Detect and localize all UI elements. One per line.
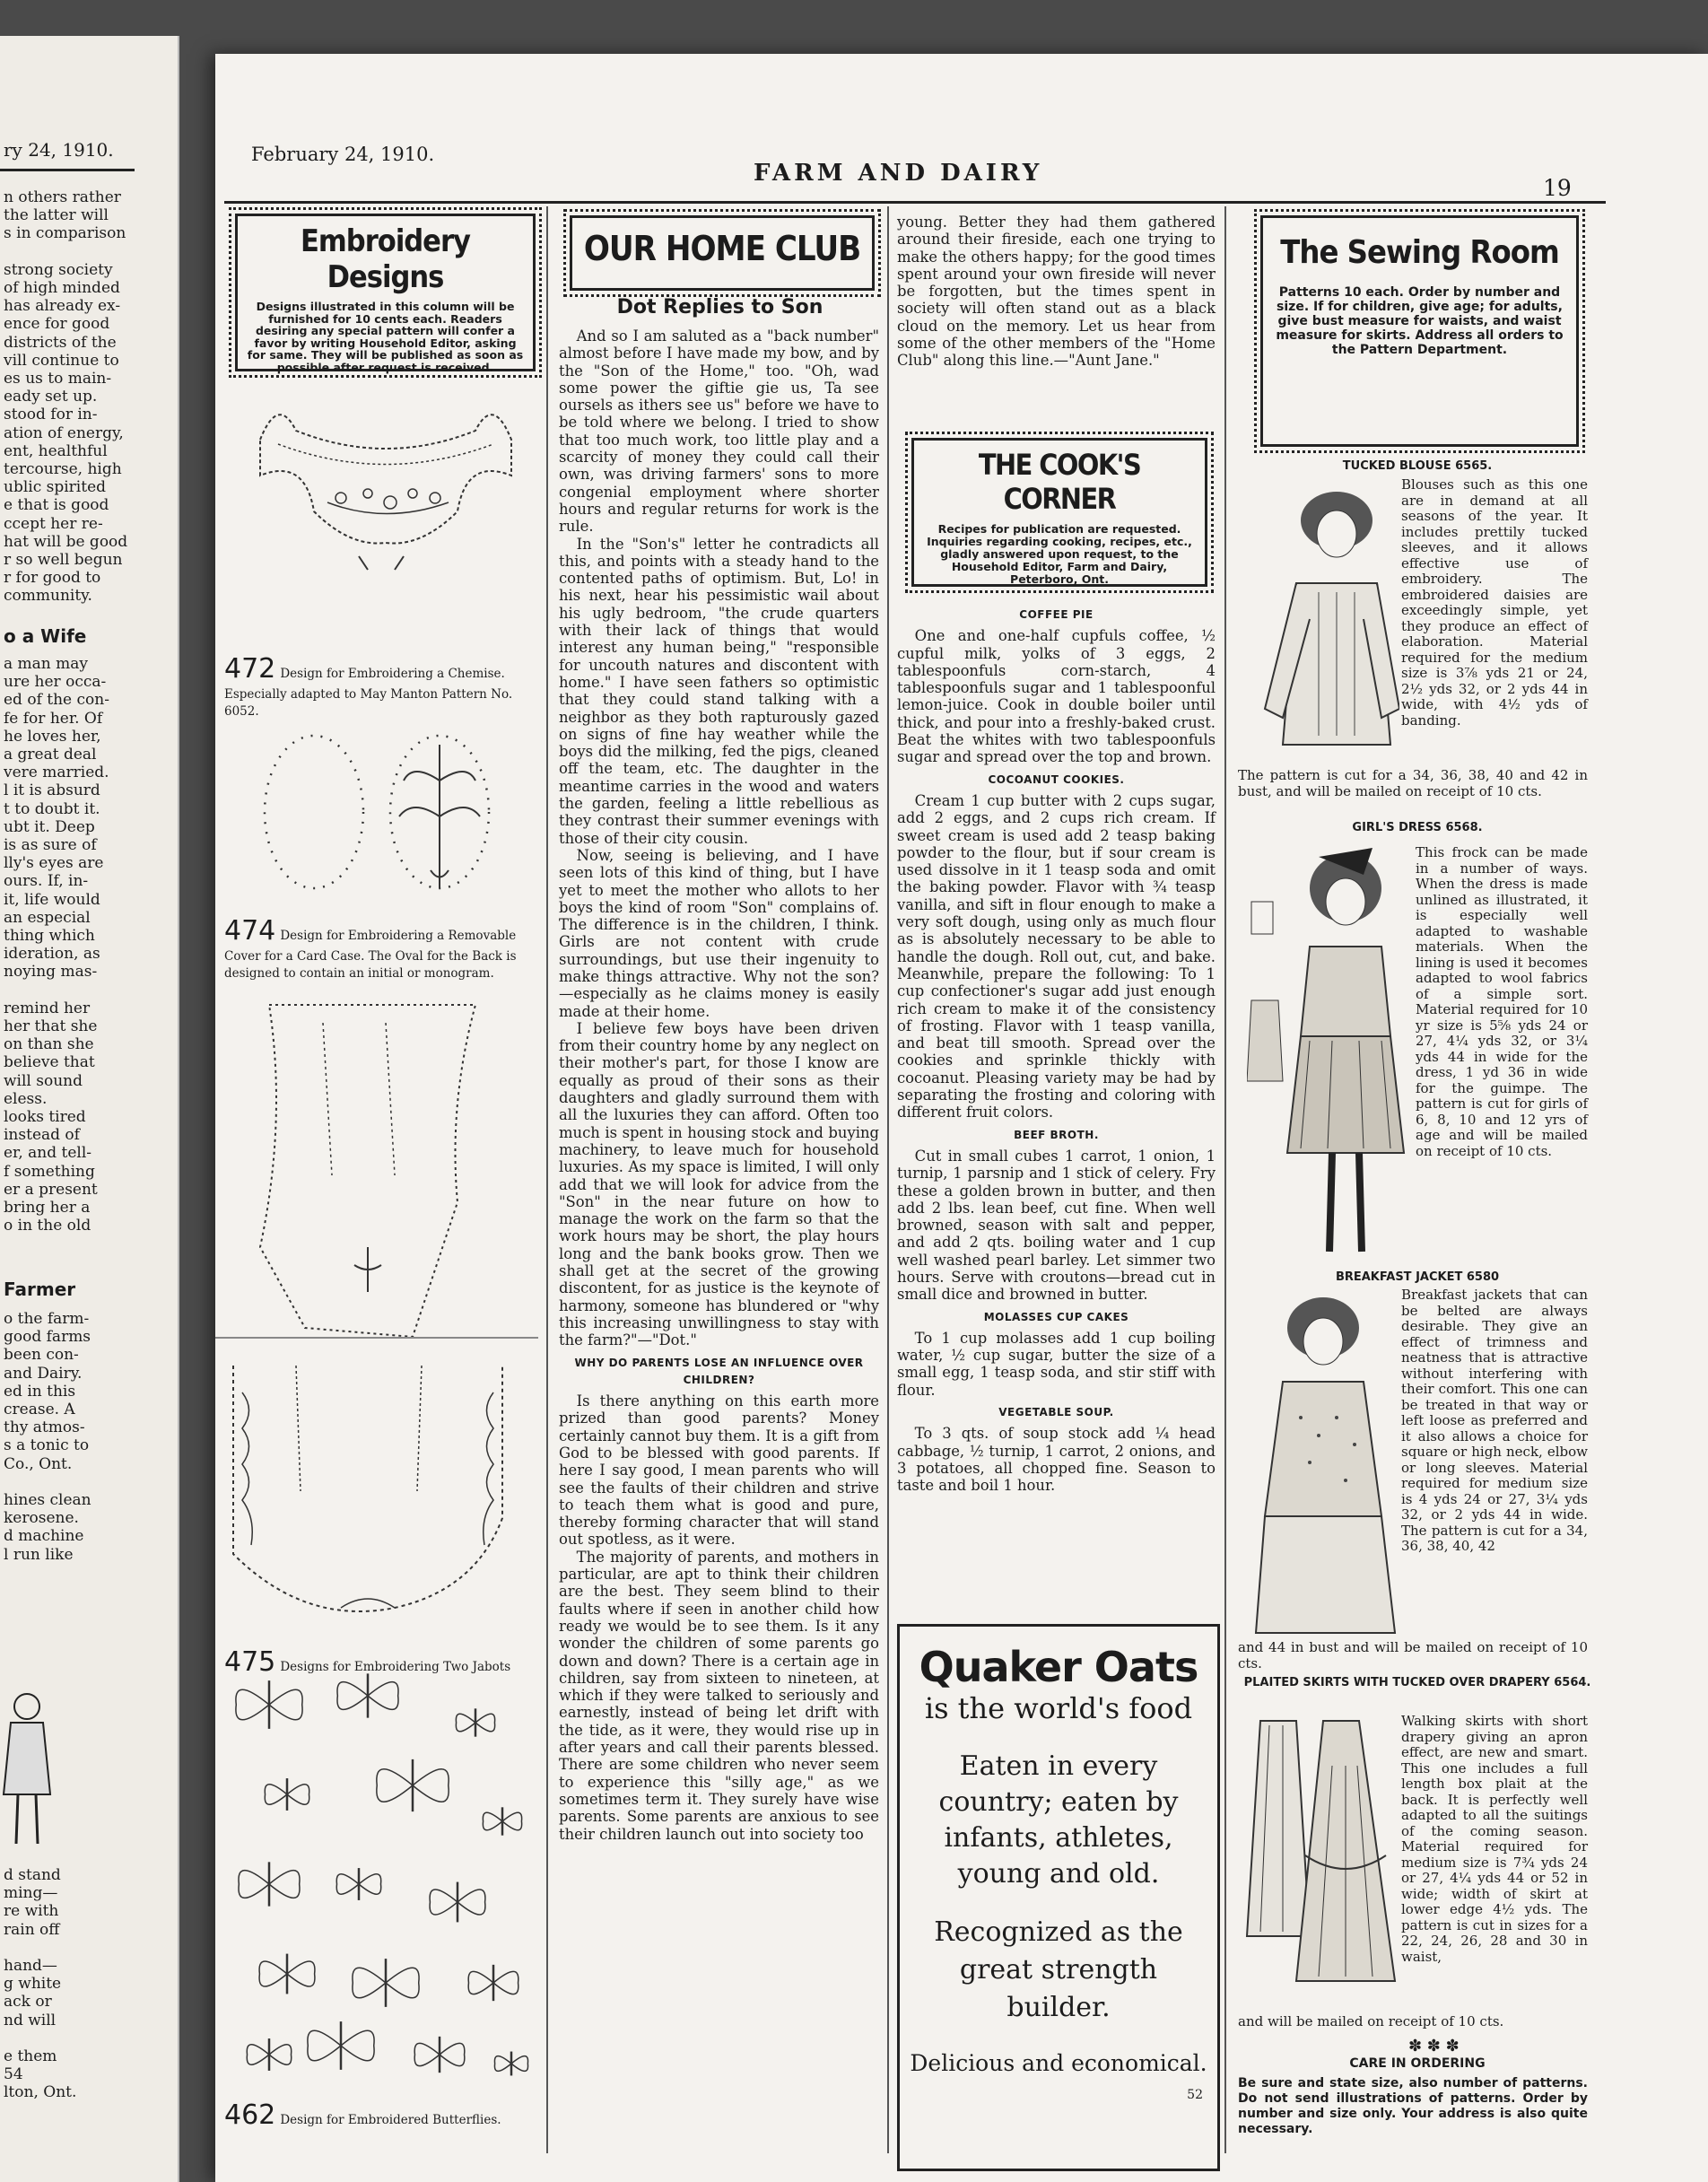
parents-subheading: WHY DO PARENTS LOSE AN INFLUENCE OVER CHILDREN?: [574, 1356, 864, 1386]
sewing-room-header-box: [1260, 215, 1579, 447]
left-page-line: looks tired: [4, 1108, 86, 1126]
left-page-line: o in the old: [4, 1217, 92, 1235]
ad-body2-line: great strength: [959, 1954, 1158, 1986]
left-page-line: ublic spirited: [4, 478, 107, 497]
main-page: [215, 54, 1708, 2182]
left-page-line: e them: [4, 2047, 57, 2065]
item-462-caption: Design for Embroidered Butterflies.: [280, 2113, 501, 2127]
left-page-line: he loves her,: [4, 727, 101, 746]
item-474-caption: Design for Embroidering a Removable Cover for a Card Case. The Oval for the Back is designed to contain an initial or monogram.: [224, 929, 517, 981]
left-page-line: lly's eyes are: [4, 854, 104, 873]
header-title: FARM AND DAIRY: [754, 160, 1043, 187]
pattern-title: BREAKFAST JACKET 6580: [1335, 1270, 1500, 1284]
left-page-line: it, life would: [4, 890, 100, 909]
left-page-line: s a tonic to: [4, 1436, 90, 1455]
item-475-caption: Designs for Embroidering Two Jabots: [280, 1660, 511, 1674]
home-club-article: [559, 327, 879, 1843]
sewing-room-description: Patterns 10 each. Order by number and size. If for children, give age; for adults, give bust measure for waists, and waist measure for skirts. Address all orders to the Pattern Department.: [1276, 285, 1564, 357]
left-page-line: hat will be good: [4, 532, 128, 551]
recipe-title: MOLASSES CUP CAKES: [983, 1310, 1129, 1323]
home-club-header-box: [570, 215, 875, 291]
left-page-line: t to doubt it.: [4, 799, 100, 818]
ad-body-line: infants, athletes,: [944, 1822, 1173, 1854]
ad-body2-line: builder.: [1006, 1992, 1111, 2023]
column-rule-1: [546, 206, 548, 2153]
column-rule-3: [1224, 206, 1226, 2153]
left-page-line: will sound: [4, 1071, 83, 1090]
recipe-title: VEGETABLE SOUP.: [998, 1406, 1114, 1419]
left-page-date: ry 24, 1910.: [4, 139, 114, 161]
left-page-line: bring her a: [4, 1199, 91, 1217]
home-club-paragraph: In the "Son's" letter he contradicts all this, and points with a steady hand to the contented paths of optimism. But, Lo! in his next, hear his pessimistic wail about his ugly bedroom, "the crude quarters with their lack of things that would interest any human being," "responsible for uncouth natures and discontent with home." I have seen fathers so optimistic that they could stand talking with a neighbor as they both rapturously gazed on signs of fine hay weather while the boys did the milking, fed the pigs, cleaned off the team, etc. The daughter in the meantime carries in the wood and waters the garden, feeling a little rebellious as they contrast their summer evenings with those of their city cousin.: [559, 535, 879, 847]
continuation-paragraph: young. Better they had them gathered around their fireside, each one trying to make the others happy; for the good times spent around your own fireside will never be forgotten, but the times spent in society will often stand out as a black cloud on the memory. Let us hear from some of the other members of the "Home Club" along this line.—"Aunt Jane.": [897, 214, 1216, 370]
left-page-line: l it is absurd: [4, 781, 100, 800]
recipe-text: To 3 qts. of soup stock add ¼ head cabbage, ½ turnip, 1 carrot, 2 onions, and 3 potatoes, all chopped fine. Season to taste and boil 1 hour.: [897, 1425, 1216, 1495]
recipe-text: To 1 cup molasses add 1 cup boiling water, ½ cup sugar, butter the size of a small egg, 1 teasp soda, and stir stiff with flour.: [897, 1329, 1216, 1399]
item-474-caption-block: [224, 915, 538, 981]
left-page-line: ours. If, in-: [4, 872, 89, 891]
pattern-text: Breakfast jackets that can be belted are always desirable. They give an effect of trimness and neatness that is attractive without interfering with their comfort. This one can be treated in that way or left loose as preferred and it also allows a choice for square or high neck, elbow or long sleeves. Material required for medium size is 4 yds 24 or 27, 3¼ yds 32, or 2 yds 44 in wide. The pattern is cut for a 34, 36, 38, 40, 42: [1401, 1287, 1588, 1554]
left-page-line: ation of energy,: [4, 423, 124, 442]
item-462-caption-block: [224, 2099, 538, 2131]
pattern-text: Blouses such as this one are in demand at all seasons of the year. It includes prettily tucked sleeves, and it allows effective use of embroidery. The embroidered daisies are exceedingly simple, yet they produce an effect of elaboration. Material required for the medium size is 3⅞ yds 21 or 24, 2½ yds 32, or 2 yds 44 in wide, with 4½ yds of banding.: [1401, 476, 1588, 729]
left-page-line: e that is good: [4, 496, 109, 515]
left-page-line: l run like: [4, 1545, 74, 1564]
tucked-blouse-illustration: [1256, 476, 1399, 772]
left-page-line: g white: [4, 1975, 62, 1994]
left-page-line: rain off: [4, 1920, 60, 1939]
home-club-subtitle: Dot Replies to Son: [616, 296, 824, 319]
girls-dress-illustration: [1247, 839, 1408, 1261]
left-page-line: on than she: [4, 1035, 94, 1054]
left-page-line: stood for in-: [4, 406, 98, 424]
left-page-line: es us to main-: [4, 370, 112, 388]
embroidery-title: Embroidery Designs: [301, 223, 470, 295]
ornament-icon: ✽ ✽ ✽: [1408, 2037, 1460, 2055]
pattern-title: PLAITED SKIRTS WITH TUCKED OVER DRAPERY 6564.: [1243, 1676, 1591, 1689]
item-475-number: 475: [224, 1646, 276, 1678]
left-page-line: o the farm-: [4, 1310, 90, 1328]
left-page-line: good farms: [4, 1328, 92, 1347]
item-474-number: 474: [224, 915, 276, 947]
left-page-line: an especial: [4, 908, 91, 927]
left-page-line: f something: [4, 1162, 95, 1181]
parents-paragraph: Is there anything on this earth more prized than good parents? Money certainly cannot buy them. It is a gift from God to be blessed with good parents. If here I say good, I mean parents who will see the faults of their children and strive to teach them what is good and pure, thereby forming character that will stand out spotless, as it were.: [559, 1392, 879, 1549]
pattern-text: This frock can be made in a number of ways. When the dress is made unlined as illustrated, it is especially well adapted to washable materials. When the lining is used it becomes adapted to wool fabrics of a simple sort. Material required for 10 yr size is 5⅝ yds 24 or 27, 4¼ yds 32, or 3¼ yds 44 in wide for the dress, 1 yd 36 in wide for the guimpe. The pattern is cut for girls of 6, 8, 10 and 12 yrs of age and will be mailed on receipt of 10 cts.: [1416, 844, 1588, 1159]
cooks-corner-header-box: [911, 438, 1207, 587]
left-header-rule: [0, 169, 135, 171]
recipes: [897, 601, 1216, 1495]
left-page-line: believe that: [4, 1053, 95, 1072]
left-page-line: tercourse, high: [4, 460, 122, 478]
jabot-design-illustration-1: [251, 996, 529, 1355]
chemise-design-illustration: [242, 377, 538, 592]
pattern-tail: and will be mailed on receipt of 10 cts.: [1238, 2013, 1504, 2029]
pattern-text: Walking skirts with short drapery giving an apron effect, are new and smart. This one includes a full length box plait at the back. It is perfectly well adapted to all the suitings of the coming season. Material required for medium size is 7¾ yds 24 or 27, 4¼ yds 44 or 52 in wide; width of skirt at lower edge 4½ yds. The pattern is cut in sizes for a 22, 24, 26, 28 and 30 in waist,: [1401, 1713, 1588, 1965]
left-page-line: has already ex-: [4, 297, 121, 316]
left-page-line: noying mas-: [4, 963, 98, 982]
left-page-line: is as sure of: [4, 836, 97, 854]
left-page-line: and Dairy.: [4, 1364, 83, 1383]
embroidery-description: Designs illustrated in this column will be furnished for 10 cents each. Readers desiring any special pattern will confer a favor by writing Household Editor, asking for same. They will be published as soon as possible after request is received.: [247, 300, 524, 374]
left-page-line: ence for good: [4, 315, 110, 334]
left-page-line: the latter will: [4, 206, 109, 225]
ad-tagline: is the world's food: [924, 1691, 1193, 1725]
jabot-design-frame: [215, 1337, 538, 1642]
left-page-line: 54: [4, 2065, 23, 2084]
left-page-line: hand—: [4, 1957, 57, 1975]
left-page-line: thing which: [4, 927, 95, 945]
ad-body2-line: Recognized as the: [934, 1916, 1183, 1948]
recipe-title: COFFEE PIE: [1019, 608, 1094, 621]
pattern-tail: and 44 in bust and will be mailed on receipt of 10 cts.: [1238, 1639, 1588, 1671]
item-472-caption: Design for Embroidering a Chemise. Especially adapted to May Manton Pattern No. 6052.: [224, 667, 513, 719]
ad-brand: Quaker Oats: [919, 1643, 1198, 1691]
recipe-text: Cream 1 cup butter with 2 cups sugar, add 2 eggs, and 2 cups rich cream. If sweet cream is used add 2 teasp baking powder to the flour, but if sour cream is used dissolve in it 1 teasp soda and omit the baking powder. Flavor with ¾ teasp vanilla, and sift in flour enough to make a very soft dough, using only as much flour as is absolutely necessary to be able to handle the dough. Roll out, cut, and bake. Meanwhile, prepare the following: To 1 cup confectioner's sugar add just enough rich cream to make it of the consistency of frosting. Flavor with 1 teasp vanilla, and beat till smooth. Spread over the cookies and sprinkle thickly with cocoanut. Pleasing variety may be had by separating the frosting and coloring with different fruit colors.: [897, 791, 1216, 1122]
home-club-paragraph: And so I am saluted as a "back number" almost before I have made my bow, and by the "Son of the Home," too. "Oh, wad some power the giftie gie us, Ta see oursels as ithers see us" before we have to be told where we belong. I tried to show that too much work, too little play and a scarcity of money they could call their own, was driving farmers' sons to more congenial employment where shorter hours and regular returns for work is the rule.: [559, 327, 879, 536]
card-case-design-illustration: [251, 727, 529, 906]
left-heading-wife: o a Wife: [4, 625, 87, 647]
ad-body-line: country; eaten by: [938, 1786, 1179, 1818]
left-page-line: ent, healthful: [4, 441, 108, 460]
left-page-line: er, and tell-: [4, 1144, 92, 1163]
left-page-line: ubt it. Deep: [4, 817, 95, 836]
left-page-line: ed of the con-: [4, 691, 109, 710]
quaker-oats-ad: [897, 1624, 1220, 2171]
left-page-line: ccept her re-: [4, 514, 103, 533]
left-page-line: remind her: [4, 999, 91, 1017]
left-page-line: eady set up.: [4, 388, 98, 406]
left-page-line: ure her occa-: [4, 673, 107, 692]
jabot-design-illustration-2: [215, 1339, 538, 1644]
ad-footer: Delicious and economical.: [910, 2050, 1207, 2076]
left-heading-farmer: Farmer: [4, 1279, 76, 1300]
care-title: CARE IN ORDERING: [1349, 2056, 1486, 2071]
parents-paragraph: The majority of parents, and mothers in particular, are apt to think their children are the best. They seem blind to their faults where if seen in another child how ready we would be to see them. Is it any wonder the children of some parents go down and down? There is a certain age in children, say from sixteen to nineteen, at which if they were talked to seriously and earnestly, instead of being let drift with the tide, as it were, they would rise up in after years and call their parents blessed. There are some children who never seem to experience this "silly age," as we sometimes term it. They surely have wise parents. Some parents are anxious to see their children launch out into society too: [559, 1548, 879, 1843]
left-page-line: er a present: [4, 1180, 98, 1199]
ad-number: 52: [1187, 2088, 1203, 2102]
left-page-line: her that she: [4, 1017, 98, 1035]
left-page-line: d machine: [4, 1527, 84, 1546]
left-page-line: s in comparison: [4, 224, 126, 243]
embroidery-header-box: [235, 214, 536, 374]
left-page-line: kerosene.: [4, 1509, 79, 1528]
left-page-line: a man may: [4, 655, 89, 673]
breakfast-jacket-illustration: [1247, 1283, 1399, 1642]
previous-page: [0, 36, 179, 2182]
left-page-line: re with: [4, 1902, 59, 1921]
left-page-line: fe for her. Of: [4, 709, 103, 728]
left-page-line: vill continue to: [4, 351, 119, 370]
recipe-title: COCOANUT COOKIES.: [988, 772, 1125, 786]
left-page-line: r for good to: [4, 569, 101, 588]
child-illustration: [0, 1687, 54, 1857]
home-club-continuation: [897, 214, 1216, 370]
left-page-line: ideration, as: [4, 945, 100, 964]
pattern-title: GIRL'S DRESS 6568.: [1352, 821, 1483, 834]
left-page-line: strong society: [4, 260, 113, 279]
left-page-line: n others rather: [4, 188, 121, 206]
home-club-title: OUR HOME CLUB: [583, 229, 861, 268]
left-page-line: community.: [4, 587, 92, 606]
header-date: February 24, 1910.: [251, 144, 435, 165]
sewing-room-title: The Sewing Room: [1280, 234, 1559, 271]
left-page-line: ack or: [4, 1993, 52, 2012]
left-page-line: a great deal: [4, 746, 97, 764]
ad-body-line: Eaten in every: [959, 1750, 1158, 1782]
left-page-line: districts of the: [4, 333, 117, 352]
left-page-line: crease. A: [4, 1401, 75, 1418]
butterfly-design-illustration: [233, 1669, 538, 2090]
left-page-line: thy atmos-: [4, 1418, 85, 1437]
left-page-line: instead of: [4, 1126, 80, 1145]
item-472-caption-block: [224, 653, 538, 719]
home-club-paragraph: I believe few boys have been driven from their country home by any neglect on their mother's part, for those I know are equally as proud of their sons as their daughters and gladly surround them with all the luxuries they can afford. Often too much is spent in housing stock and buying machinery, to leave much for household luxuries. As my space is limited, I will only add that we will look for advice from the "Son" in the near future on how to manage the work on the farm so that the work hours may be short, the play hours long and the bank books grow. Then we shall get at the secret of the growing discontent, for as justice is the keynote of harmony, someone has blundered or "why this increasing unwillingness to stay with the farm?"—"Dot.": [559, 1019, 879, 1349]
left-page-line: of high minded: [4, 279, 120, 297]
plaited-skirt-illustration: [1242, 1712, 1399, 1999]
left-page-line: lton, Ont.: [4, 2083, 77, 2102]
item-462-number: 462: [224, 2099, 276, 2131]
column-rule-2: [887, 206, 889, 2153]
home-club-paragraph: Now, seeing is believing, and I have seen lots of this kind of thing, but I have yet to meet the mother who allots to her boys the kind of room "Son" complains of. The difference is in the children, I think. Girls are not content with crude surroundings, but use their ingenuity to make things attractive. Why not the son?—especially as he claims money is easily made at their home.: [559, 846, 879, 1020]
left-page-line: d stand: [4, 1866, 61, 1884]
left-page-line: nd will: [4, 2011, 57, 2029]
left-page-line: been con-: [4, 1346, 79, 1365]
left-page-line: hines clean: [4, 1491, 92, 1509]
recipe-text: One and one-half cupfuls coffee, ½ cupful milk, yolks of 3 eggs, 2 tablespoonfuls corn-starch, 4 tablespoonfuls sugar and 1 tablespoonful lemon-juice. Cook in double boiler until thick, and pour into a freshly-baked crust. Beat the whites with two tablespoonfuls sugar and spread over the top and brown.: [897, 627, 1216, 766]
cooks-corner-description: Recipes for publication are requested. Inquiries regarding cooking, recipes, etc., gladly answered upon request, to the Household Editor, Farm and Dairy, Peterboro, Ont.: [927, 522, 1192, 586]
left-page-line: Co., Ont.: [4, 1454, 73, 1473]
ad-body-line: young and old.: [957, 1858, 1160, 1890]
item-472-number: 472: [224, 653, 276, 685]
page-number: 19: [1543, 175, 1572, 201]
left-page-line: eless.: [4, 1089, 48, 1108]
recipe-text: Cut in small cubes 1 carrot, 1 onion, 1 turnip, 1 parsnip and 1 stick of celery. Fry these a golden brown in butter, and then add 2 lbs. lean beef, cut fine. When well browned, season with salt and pepper, and add 2 qts. boiling water and 1 cup well washed pearl barley. Let simmer two hours. Serve with croutons—bread cut in small dice and browned in butter.: [897, 1147, 1216, 1304]
cooks-corner-title: THE COOK'S CORNER: [978, 448, 1141, 516]
care-text: Be sure and state size, also number of patterns. Do not send illustrations of patterns. Order by number and size only. Your address is also quite necessary.: [1238, 2076, 1588, 2136]
pattern-tail: The pattern is cut for a 34, 36, 38, 40 and 42 in bust, and will be mailed on receipt of 10 cts.: [1238, 767, 1588, 799]
left-page-line: r so well begun: [4, 551, 123, 569]
left-page-line: ed in this: [4, 1382, 76, 1401]
left-page-line: vere married.: [4, 764, 109, 782]
left-page-line: ming—: [4, 1884, 58, 1903]
header-rule: [224, 201, 1606, 204]
recipe-title: BEEF BROTH.: [1014, 1128, 1099, 1141]
pattern-title: TUCKED BLOUSE 6565.: [1342, 459, 1493, 473]
